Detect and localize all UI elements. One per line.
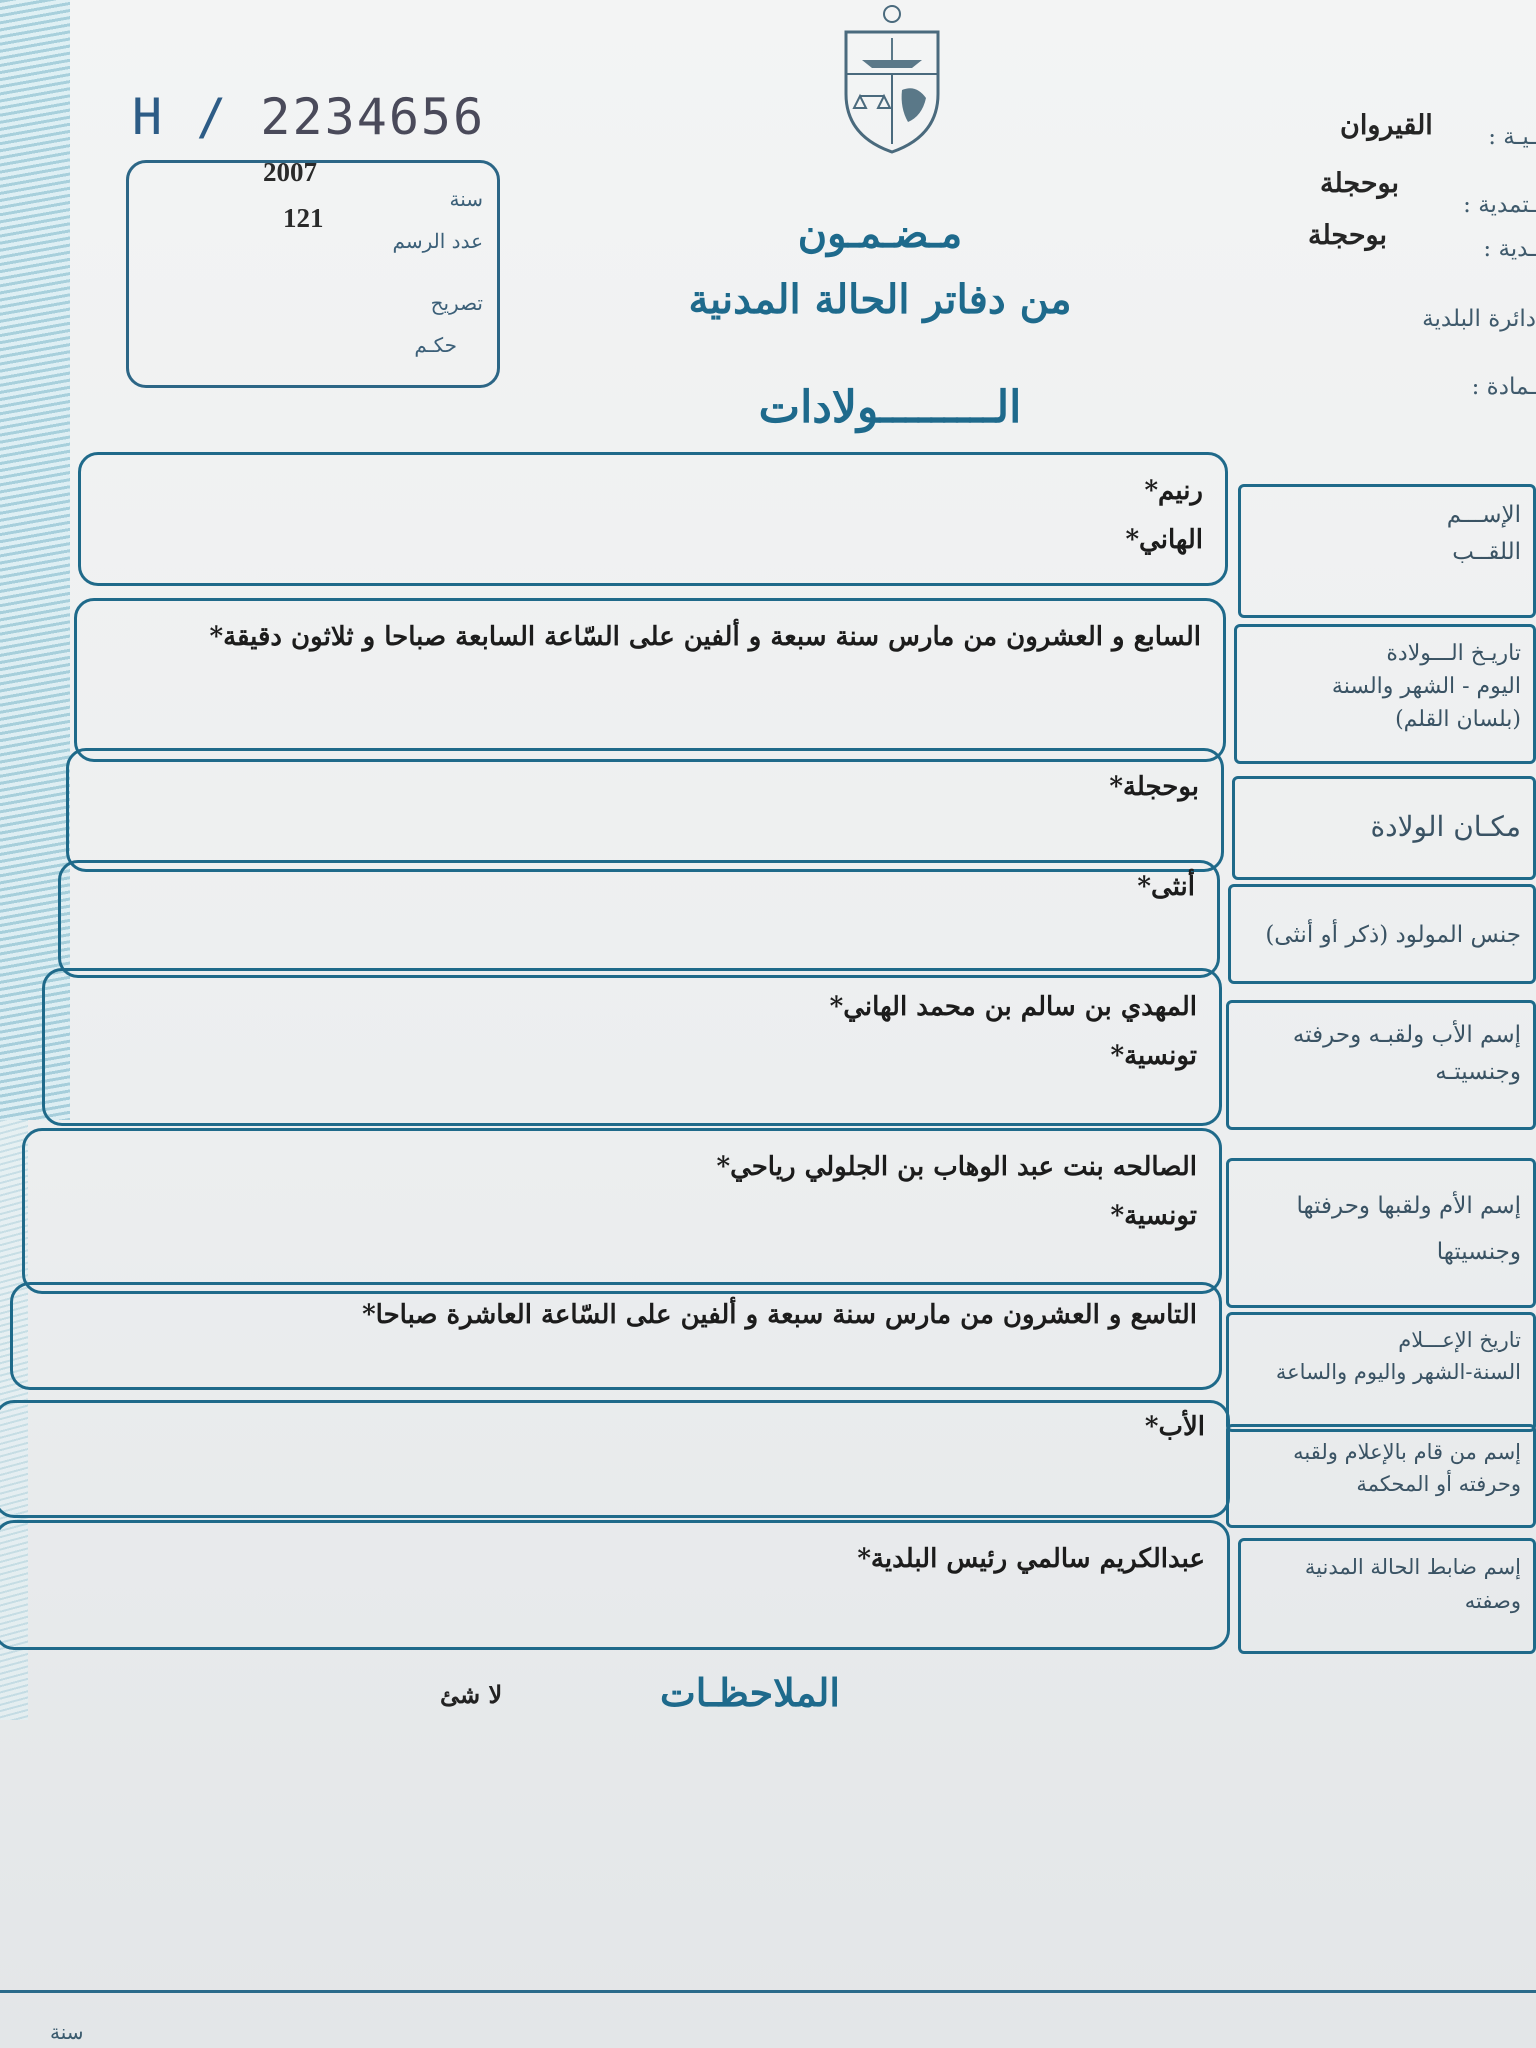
year-value: 2007	[263, 157, 317, 187]
serial-number	[132, 88, 485, 146]
municipality-label: ـدية :	[1483, 236, 1536, 262]
value-birth-date: السابع و العشرون من مارس سنة سبعة و ألفين على السّاعة السابعة صباحا و ثلاثون دقيقة*	[209, 622, 1201, 652]
row-label-father	[1226, 1000, 1536, 1130]
row-value-registrar	[0, 1520, 1230, 1650]
label-mother: إسم الأم ولقبها وحرفتها وجنسيتها	[1296, 1193, 1521, 1265]
value-father-name: المهدي بن سالم بن محمد الهاني*	[829, 992, 1197, 1022]
serial-prefix: H /	[132, 88, 229, 146]
label-declaration-date: تاريخ الإعـــلام السنة-الشهر واليوم والساعة	[1275, 1328, 1521, 1384]
remarks-value: لا شئ	[440, 1680, 503, 1709]
value-declaration-date: التاسع و العشرون من مارس سنة سبعة و ألفين على السّاعة العاشرة صباحا*	[362, 1300, 1197, 1330]
municipal-district-label: دائرة البلدية	[1422, 306, 1536, 332]
value-mother-nationality: تونسية*	[1110, 1201, 1197, 1232]
footer-text: سنة	[50, 2020, 84, 2044]
delegation-value: بوحجلة	[1320, 168, 1399, 199]
row-value-declaration-date	[10, 1282, 1222, 1390]
label-birth-date: تاريـخ الـــولادة اليوم - الشهر والسنة (بلسان القلم)	[1331, 641, 1521, 732]
label-father: إسم الأب ولقبـه وحرفته وجنسيتـه	[1292, 1022, 1521, 1085]
value-father-nationality: تونسية*	[1110, 1041, 1197, 1072]
value-birth-place: بوحجلة*	[1109, 772, 1199, 802]
footer-divider	[0, 1990, 1536, 1993]
row-value-birth-place	[66, 748, 1224, 872]
judgment-label: حكـم	[414, 333, 457, 357]
row-value-sex	[58, 860, 1220, 978]
serial-digits: 2234656	[260, 88, 486, 146]
label-declarant: إسم من قام بالإعلام ولقبه وحرفته أو المحكمة	[1293, 1440, 1521, 1496]
document-subtitle: من دفاتر الحالة المدنية	[688, 276, 1072, 323]
registration-box	[126, 157, 500, 388]
label-registrar: إسم ضابط الحالة المدنية وصفته	[1304, 1555, 1521, 1613]
value-mother-name: الصالحه بنت عبد الوهاب بن الجلولي رياحي*	[716, 1152, 1197, 1182]
row-label-declaration-date	[1226, 1312, 1536, 1432]
coat-of-arms-icon	[836, 4, 948, 156]
municipality-value: بوحجلة	[1308, 220, 1387, 251]
declaration-label: تصريح	[430, 291, 483, 315]
row-value-mother	[22, 1128, 1222, 1294]
label-first-name: الإســـم اللقــب	[1446, 502, 1521, 565]
row-label-birth-place	[1232, 776, 1536, 880]
governorate-value: القيروان	[1340, 110, 1433, 141]
act-number-value: 121	[283, 203, 324, 233]
governorate-label: ـيـة :	[1488, 124, 1536, 150]
value-registrar: عبدالكريم سالمي رئيس البلدية*	[857, 1544, 1205, 1574]
act-number-label: عدد الرسم	[392, 229, 483, 253]
value-first-name: رنيم*	[1144, 476, 1203, 506]
section-title: الـــــــــولادات	[758, 382, 1022, 433]
value-sex: أنثى*	[1137, 872, 1195, 902]
row-label-name	[1238, 484, 1536, 618]
value-last-name: الهاني*	[1125, 525, 1203, 556]
row-label-declarant	[1226, 1424, 1536, 1528]
label-sex: جنس المولود (ذكر أو أنثى)	[1265, 922, 1521, 948]
document-title: مـضـمـون	[797, 210, 963, 257]
row-label-sex	[1228, 884, 1536, 984]
delegation-label: ـتمدية :	[1463, 192, 1536, 218]
label-birth-place: مكـان الولادة	[1370, 810, 1521, 843]
value-declarant: الأب*	[1144, 1412, 1205, 1442]
row-value-birth-date	[74, 598, 1226, 762]
row-label-birth-date	[1234, 624, 1536, 764]
row-value-father	[42, 968, 1222, 1126]
row-label-registrar	[1238, 1538, 1536, 1654]
year-label: سنة	[449, 187, 483, 211]
row-label-mother	[1226, 1158, 1536, 1308]
remarks-title: الملاحظـات	[660, 1670, 840, 1715]
row-value-declarant	[0, 1400, 1230, 1518]
row-value-name	[78, 452, 1228, 586]
imada-label: ـمادة :	[1471, 374, 1536, 400]
